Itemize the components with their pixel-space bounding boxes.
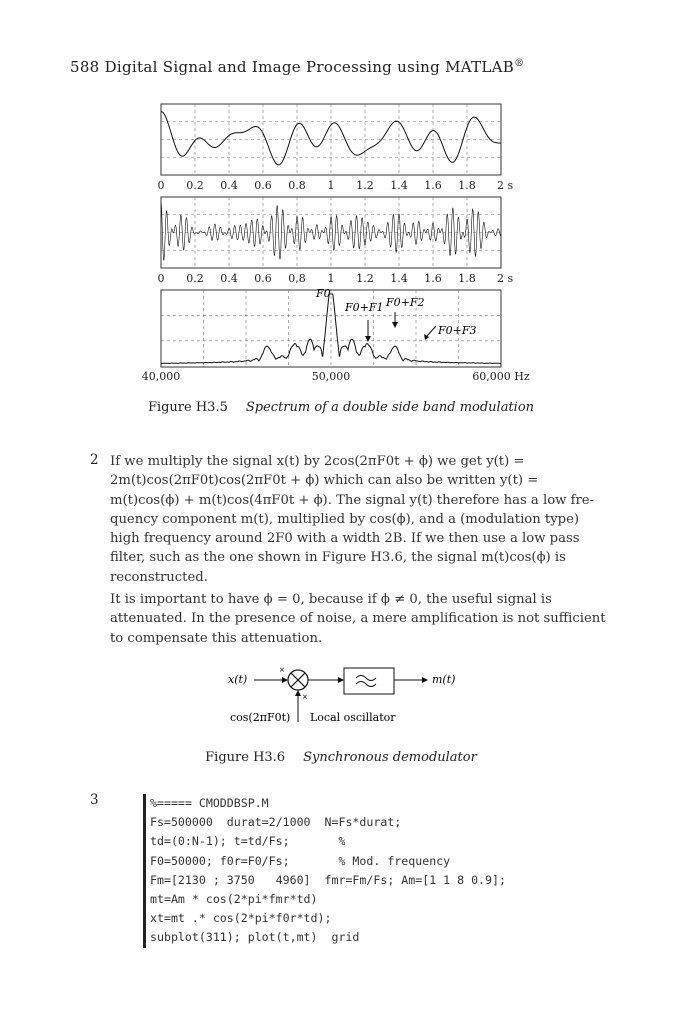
synchronous-demodulator-diagram	[0, 650, 682, 740]
item-number-3: 3	[90, 792, 99, 808]
plot1-tick-label: 0	[157, 179, 165, 192]
plot1-tick-label: 1.8	[458, 179, 476, 192]
spectrum-tick-label: 40,000	[141, 370, 181, 383]
text-line: high frequency around 2F0 with a width 2B. If we then use a low pass	[110, 531, 580, 547]
spectrum-tick-label: 60,000 Hz	[472, 370, 530, 383]
plot1-tick-label: 0.4	[220, 179, 238, 192]
plot2-tick-label: 0.2	[186, 272, 204, 285]
mark-top: ×	[279, 666, 285, 674]
carrier-label: cos(2πF0t)	[230, 711, 291, 724]
output-label: m(t)	[432, 673, 456, 686]
code-line: F0=50000; f0r=F0/Fs; % Mod. frequency	[150, 853, 451, 868]
code-line: subplot(311); plot(t,mt) grid	[150, 930, 360, 945]
oscillator-label: Local oscillator	[310, 711, 396, 724]
plot2-tick-label: 1	[327, 272, 335, 285]
label-f0-f2: F0+F2	[386, 296, 425, 309]
item-2-paragraph	[110, 452, 610, 587]
label-f0-f1: F0+F1	[345, 301, 384, 314]
plot1-tick-label: 0.6	[254, 179, 272, 192]
figure-label: Figure H3.6	[205, 750, 286, 765]
text-line: to compensate this attenuation.	[110, 630, 323, 646]
plot1-tick-label: 1.4	[390, 179, 408, 192]
book-title: Digital Signal and Image Processing using MATLAB	[104, 58, 515, 76]
plot2-tick-label: 1.6	[424, 272, 442, 285]
mark-bottom: ×	[302, 693, 308, 701]
plot1-tick-label: 2 s	[497, 179, 514, 192]
plot-modulating-signal	[158, 104, 514, 192]
plot2-tick-label: 2 s	[497, 272, 514, 285]
plot2-tick-label: 0.4	[220, 272, 238, 285]
plot1-tick-label: 1.2	[356, 179, 374, 192]
plot2-tick-label: 0	[157, 272, 165, 285]
text-line: reconstructed.	[110, 569, 208, 585]
figure-text: Spectrum of a double side band modulation	[245, 400, 535, 415]
plot-modulated-signal	[158, 197, 514, 285]
plot-spectrum	[142, 287, 530, 383]
text-line: It is important to have ϕ = 0, because if ϕ ≠ 0, the useful signal is	[110, 592, 552, 607]
arrowhead-f2	[392, 322, 398, 328]
arrow-f3	[427, 326, 436, 336]
figure-text: Synchronous demodulator	[303, 750, 477, 765]
plot1-tick-label: 1.6	[424, 179, 442, 192]
plot2-tick-label: 0.6	[254, 272, 272, 285]
label-f0-f3: F0+F3	[438, 324, 477, 337]
figure-h3-5	[0, 0, 682, 400]
text-line: filter, such as the one shown in Figure H3.6, the signal m(t)cos(ϕ) is	[110, 550, 566, 566]
registered-mark: ®	[514, 58, 525, 69]
code-line: mt=Am * cos(2*pi*fmr*td)	[150, 892, 318, 907]
plot1-tick-label: 0.2	[186, 179, 204, 192]
figure-label: Figure H3.5	[147, 400, 228, 415]
plot2-tick-label: 1.4	[390, 272, 408, 285]
input-label: x(t)	[228, 673, 248, 686]
modulating-signal-line	[161, 112, 501, 165]
page-number: 588	[70, 58, 100, 76]
code-line: Fm=[2130 ; 3750 4960] fmr=Fm/Fs; Am=[1 1 8 0.9];	[150, 872, 506, 887]
code-line: Fs=500000 durat=2/1000 N=Fs*durat;	[150, 815, 402, 830]
matlab-code-block	[143, 794, 506, 948]
text-line: quency component m(t), multiplied by cos(ϕ), and a (modulation type)	[110, 511, 580, 527]
low-pass-filter-box	[344, 668, 394, 694]
code-line: td=(0:N-1); t=td/Fs; %	[150, 834, 346, 849]
item-number-2: 2	[90, 452, 99, 468]
text-line: m(t)cos(ϕ) + m(t)cos(4πF0t + ϕ). The signal y(t) therefore has a low fre-	[110, 492, 595, 508]
text-line: If we multiply the signal x(t) by 2cos(2πF0t + ϕ) we get y(t) =	[110, 454, 525, 469]
plot2-tick-label: 0,8	[288, 272, 306, 285]
figure-caption-h3-6	[0, 750, 682, 765]
plot1-tick-label: 1	[327, 179, 335, 192]
label-f0: F0	[316, 287, 331, 300]
item-2-paragraph-2	[110, 590, 610, 648]
text-line: attenuated. In the presence of noise, a mere amplification is not sufficient	[110, 611, 606, 627]
plot2-tick-label: 1.8	[458, 272, 476, 285]
plot2-tick-label: 1.2	[356, 272, 374, 285]
lowpass-filter-icon	[356, 676, 376, 687]
code-line: %===== CMODDBSP.M	[150, 796, 269, 810]
figure-caption-h3-5	[0, 400, 682, 415]
spectrum-tick-label: 50,000	[311, 370, 351, 383]
text-line: 2m(t)cos(2πF0t)cos(2πF0t + ϕ) which can also be written y(t) =	[110, 473, 539, 489]
code-line: xt=mt .* cos(2*pi*f0r*td);	[150, 911, 332, 926]
plot1-tick-label: 0.8	[288, 179, 306, 192]
